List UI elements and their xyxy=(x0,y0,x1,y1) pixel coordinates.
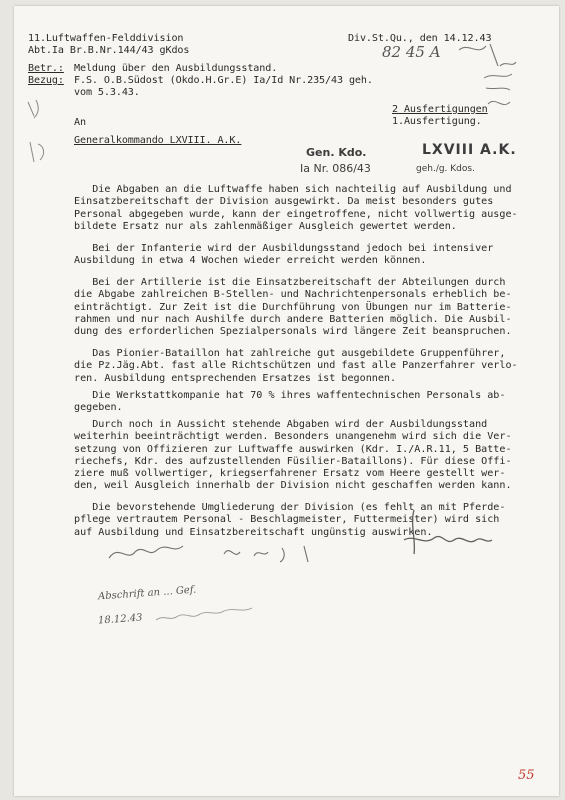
handwritten-note-distribution: Abschrift an ... Gef. xyxy=(97,584,197,603)
document-page xyxy=(14,6,559,796)
receipt-stamp-number: Ia Nr. 086/43 xyxy=(300,162,371,175)
recipient: Generalkommando LXVIII. A.K. xyxy=(74,135,242,146)
reference-date: vom 5.3.43. xyxy=(74,87,140,98)
copies-count: 2 Ausfertigungen xyxy=(392,104,488,115)
addressee-prefix: An xyxy=(74,117,86,128)
reference-number: Abt.Ia Br.B.Nr.144/43 gKdos xyxy=(28,45,190,56)
paragraph-2: Bei der Infanterie wird der Ausbildungsstand jedoch bei intensiver Ausbildung in etwa 4 Wochen wieder erreicht werden können. xyxy=(74,243,494,267)
reference-text: F.S. O.B.Südost (Okdo.H.Gr.E) Ia/Id Nr.235/43 geh. xyxy=(74,75,373,86)
page-number: 55 xyxy=(518,768,535,783)
paragraph-5: Die Werkstattkompanie hat 70 % ihres waffentechnischen Personals ab- gegeben. xyxy=(74,390,506,414)
paragraph-1: Die Abgaben an die Luftwaffe haben sich nachteilig auf Ausbildung und Einsatzbereitschaft der Division ausgewirkt. Da meist besonders gutes Personal abgegeben wurde, kann der eingetroffene, nicht vollwertig ausge- bildete Ersatz nur als zahlenmäßiger Ausgleich gewertet werden. xyxy=(74,184,518,232)
place-date: Div.St.Qu., den 14.12.43 xyxy=(348,33,492,44)
handwritten-note-date: 18.12.43 xyxy=(97,612,143,627)
paragraph-7: Die bevorstehende Umgliederung der Division (es fehlt an mit Pferde- pflege vertrautem Personal - Beschlagmeister, Futtermeister) wird sich auf Ausbildung und Einsatzbereitschaft ungünstig auswirken. xyxy=(74,502,506,538)
receipt-stamp-unit: LXVIII A.K. xyxy=(422,142,517,158)
handwritten-file-number: 82 45 A xyxy=(382,43,441,61)
paragraph-3: Bei der Artillerie ist die Einsatzbereitschaft der Abteilungen durch die Abgabe zahlreichen B-Stellen- und Nachrichtenpersonals erheblich be- einträchtigt. Zur Zeit ist die Durchführung von Übungen nur im Batterie- rahmen und nur nach Aushilfe durch andere Batterien möglich. Die Ausbil- dung des erforderlichen Spezialpersonals wird längere Zeit beanspruchen. xyxy=(74,277,512,338)
reference-label: Bezug: xyxy=(28,75,64,86)
handwritten-note-scribble xyxy=(152,602,282,628)
subject-label: Betr.: xyxy=(28,63,64,74)
receipt-stamp-title: Gen. Kdo. xyxy=(306,146,367,159)
handwritten-margin-marks xyxy=(22,92,62,172)
signature-initials xyxy=(104,526,344,576)
subject-text: Meldung über den Ausbildungsstand. xyxy=(74,63,278,74)
receipt-stamp-class: geh./g. Kdos. xyxy=(416,164,475,174)
signature-commander xyxy=(394,500,504,570)
paragraph-6: Durch noch in Aussicht stehende Abgaben wird der Ausbildungsstand weiterhin beeinträchtigt werden. Besonders unangenehm wird sich die Ver- setzung von Offizieren zur Luftwaffe auswirken (Kdr. I./A.R.11, 5 Batte- riechefs, Kdr. des aufzustellenden Füsilier-Bataillons). Für diese Offi- ziere muß vollwertiger, kriegserfahrener Ersatz vom Heere gestellt wer- den, weil Ausgleich innerhalb der Division nicht geschaffen werden kann. xyxy=(74,419,512,492)
paragraph-4: Das Pionier-Bataillon hat zahlreiche gut ausgebildete Gruppenführer, die Pz.Jäg.Abt. fast alle Richtschützen und fast alle Panzerfahrer verlo- ren. Ausbildung entsprechenden Ersatzes ist begonnen. xyxy=(74,348,518,384)
copy-number: 1.Ausfertigung. xyxy=(392,116,482,127)
unit-name: 11.Luftwaffen-Felddivision xyxy=(28,33,184,44)
handwritten-scribble-top xyxy=(454,36,519,116)
